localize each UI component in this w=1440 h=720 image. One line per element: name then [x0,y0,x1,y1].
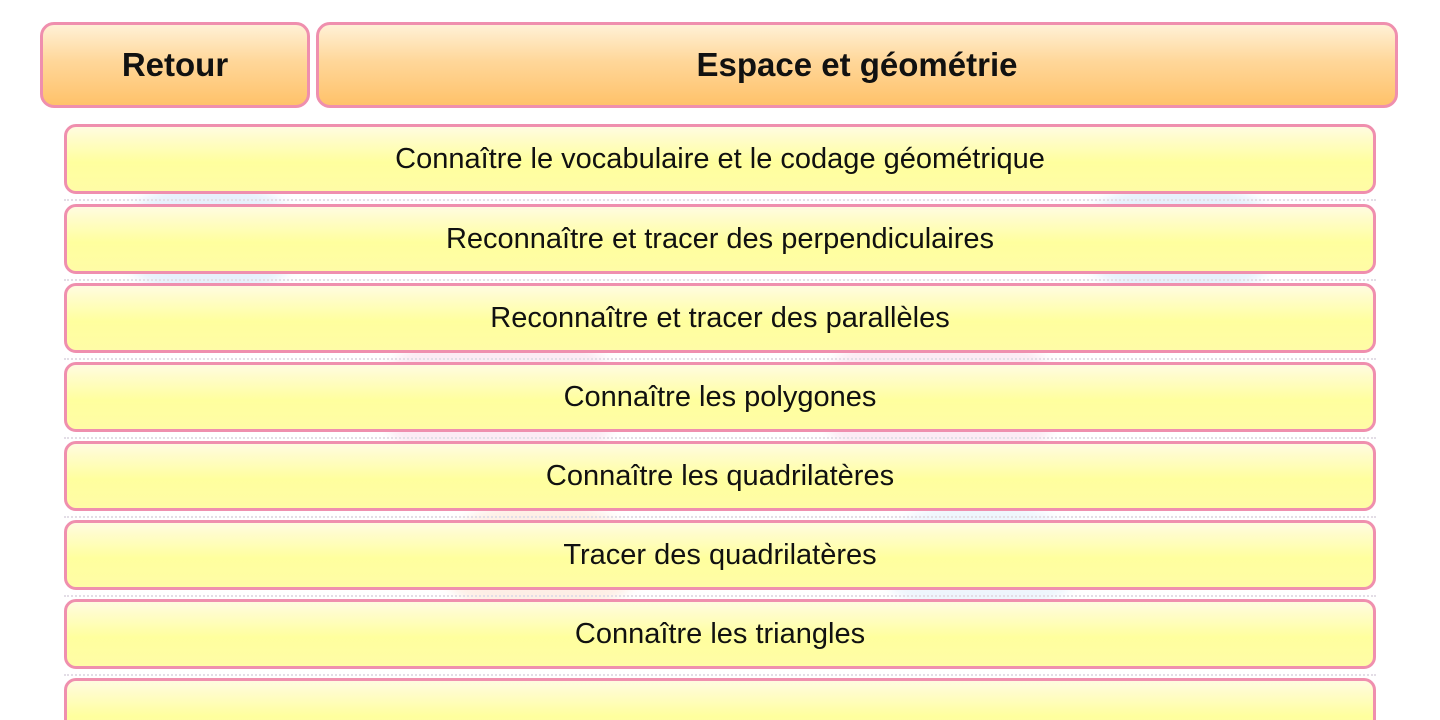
list-item-label: Tracer des quadrilatères [563,538,877,571]
list-item-triangles[interactable] [64,599,1376,669]
list-item-label: Reconnaître et tracer des parallèles [490,301,950,334]
list-item-perpendiculaires[interactable] [64,204,1376,274]
divider [64,516,1376,518]
divider [64,279,1376,281]
list-item-vocabulaire[interactable] [64,124,1376,194]
list-item-label: Reconnaître et tracer des perpendiculaires [445,222,995,255]
list-item-tracer-quadrilateres[interactable] [64,520,1376,590]
divider [64,674,1376,676]
page-title: Espace et géométrie [696,46,1018,83]
list-item-polygones[interactable] [64,362,1376,432]
list-item-label: Connaître les polygones [563,380,877,413]
divider [64,437,1376,439]
divider [64,595,1376,597]
list-item-partial[interactable] [64,678,1376,720]
list-item-label: Connaître le vocabulaire et le codage géométrique [395,142,1045,175]
list-item-label: Connaître les quadrilatères [545,459,895,492]
header [40,22,1398,108]
topic-list [64,124,1376,720]
list-item-label: Connaître les triangles [574,617,866,650]
page-title-bar [316,22,1398,108]
back-button[interactable] [40,22,310,108]
list-item-quadrilateres[interactable] [64,441,1376,511]
list-item-paralleles[interactable] [64,283,1376,353]
back-button-label: Retour [121,46,229,83]
divider [64,358,1376,360]
divider [64,199,1376,201]
